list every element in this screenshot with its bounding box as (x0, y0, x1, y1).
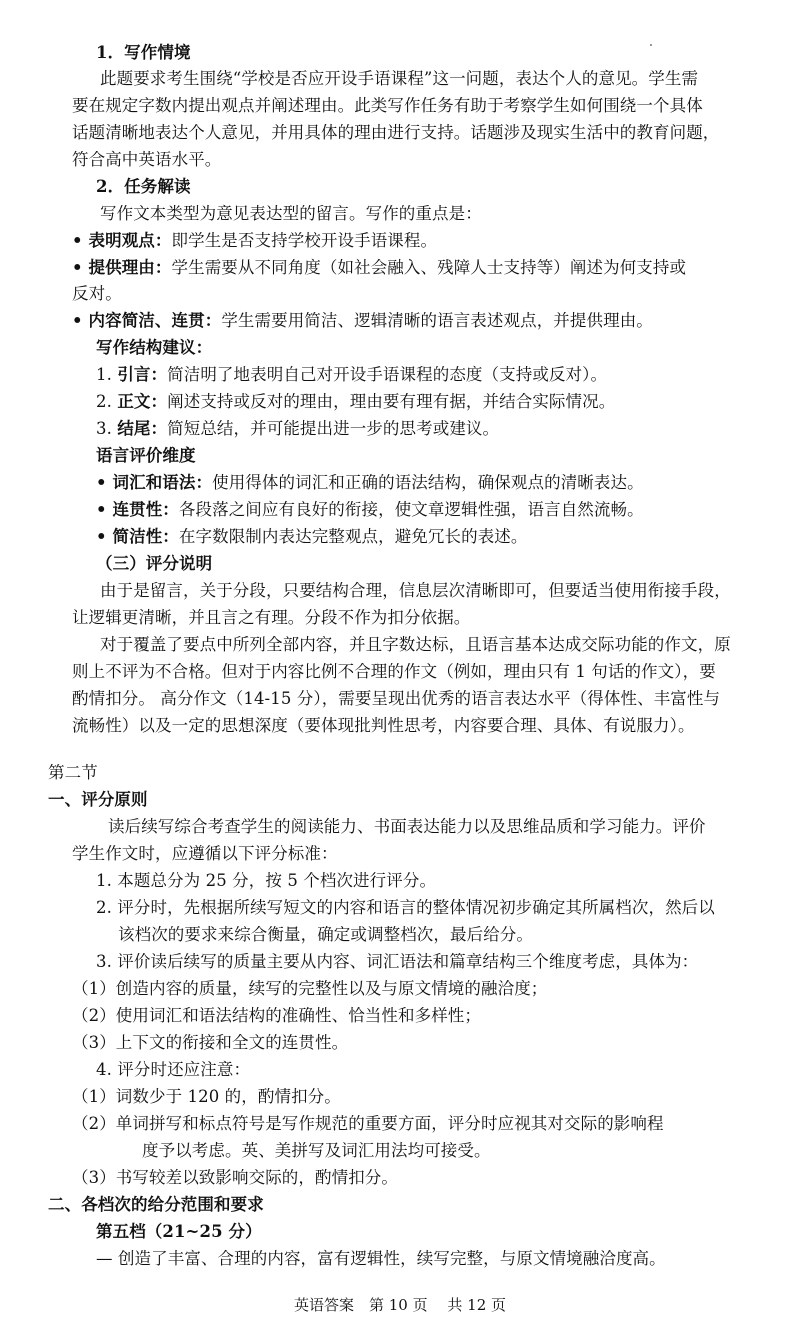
structure-item-2: 2. 正文：阐述支持或反对的理由，理由要有理有据，并结合实际情况。 (96, 392, 616, 411)
scoring-p1-line-1: 由于是留言，关于分段，只要结构合理，信息层次清晰即可，但要适当使用衔接手段， (100, 581, 731, 600)
situation-line-4: 符合高中英语水平。 (72, 150, 222, 169)
scoring-p2-line-4: 流畅性）以及一定的思想深度（要体现批判性思考，内容要合理、具体、有说服力）。 (72, 716, 695, 735)
task-point-1: • 表明观点：即学生是否支持学校开设手语课程。 (72, 228, 437, 254)
heading-scoring: （三）评分说明 (96, 554, 213, 573)
structure-item-1: 1. 引言：简洁明了地表明自己对开设手语课程的态度（支持或反对）。 (96, 365, 608, 384)
level-5-title: 第五档（21~25 分） (96, 1222, 262, 1241)
structure-item-3: 3. 结尾：简短总结，并可能提出进一步的思考或建议。 (96, 419, 500, 438)
rule-4-sub-3: （3）书写较差以致影响交际的，酌情扣分。 (72, 1168, 398, 1187)
rule-4-sub-2-cont: 度予以考虑。英、美拼写及词汇用法均可接受。 (142, 1141, 491, 1160)
rule-3-sub-1: （1）创造内容的质量，续写的完整性以及与原文情境的融洽度； (72, 979, 548, 998)
scan-dot (650, 44, 652, 46)
level-5-item: — 创造了丰富、合理的内容，富有逻辑性，续写完整，与原文情境融洽度高。 (96, 1249, 666, 1268)
situation-line-1: 此题要求考生围绕“学校是否应开设手语课程”这一问题，表达个人的意见。学生需 (100, 69, 699, 88)
language-item-2: • 连贯性：各段落之间应有良好的衔接，使文章逻辑性强，语言自然流畅。 (96, 497, 644, 523)
task-point-3: • 内容简洁、连贯：学生需要用简洁、逻辑清晰的语言表述观点，并提供理由。 (72, 308, 653, 334)
rule-4: 4. 评分时还应注意： (96, 1060, 251, 1079)
rule-3-sub-2: （2）使用词汇和语法结构的准确性、恰当性和多样性； (72, 1006, 481, 1025)
scoring-p2-line-2: 则上不评为不合格。但对于内容比例不合理的作文（例如，理由只有 1 句话的作文），要 (72, 662, 716, 681)
principles-intro-1: 读后续写综合考查学生的阅读能力、书面表达能力以及思维品质和学习能力。评价 (108, 817, 706, 836)
principles-intro-2: 学生作文时，应遵循以下评分标准： (72, 844, 338, 863)
heading-language: 语言评价维度 (96, 446, 196, 465)
scoring-p2-line-3: 酌情扣分。 高分作文（14-15 分），需要呈现出优秀的语言表达水平（得体性、丰富性与 (72, 689, 721, 708)
heading-writing-situation: 1．写作情境 (96, 43, 191, 62)
rule-2: 2. 评分时，先根据所续写短文的内容和语言的整体情况初步确定其所属档次，然后以 (96, 898, 715, 917)
language-item-1: • 词汇和语法：使用得体的词汇和正确的语法结构，确保观点的清晰表达。 (96, 470, 644, 496)
situation-line-2: 要在规定字数内提出观点并阐述理由。此类写作任务有助于考察学生如何围绕一个具体 (72, 96, 703, 115)
heading-principles: 一、评分原则 (48, 790, 148, 809)
heading-levels: 二、各档次的给分范围和要求 (48, 1195, 264, 1214)
rule-2-cont: 该档次的要求来综合衡量，确定或调整档次，最后给分。 (118, 925, 533, 944)
page-footer: 英语答案 第 10 页 共 12 页 (293, 1296, 506, 1314)
task-point-2: • 提供理由：学生需要从不同角度（如社会融入、残障人士支持等）阐述为何支持或 (72, 255, 686, 281)
rule-3: 3. 评价读后续写的质量主要从内容、词汇语法和篇章结构三个维度考虑，具体为： (96, 952, 699, 971)
section-title: 第二节 (48, 763, 98, 782)
rule-3-sub-3: （3）上下文的衔接和全文的连贯性。 (72, 1033, 349, 1052)
rule-4-sub-2: （2）单词拼写和标点符号是写作规范的重要方面，评分时应视其对交际的影响程 (72, 1114, 664, 1133)
task-point-2-cont: 反对。 (72, 284, 122, 303)
heading-task-reading: 2．任务解读 (96, 177, 191, 196)
rule-4-sub-1: （1）词数少于 120 的，酌情扣分。 (72, 1087, 341, 1106)
heading-structure: 写作结构建议： (96, 338, 213, 357)
task-intro: 写作文本类型为意见表达型的留言。写作的重点是： (100, 204, 482, 223)
language-item-3: • 简洁性：在字数限制内表达完整观点，避免冗长的表述。 (96, 524, 528, 550)
situation-line-3: 话题清晰地表达个人意见，并用具体的理由进行支持。话题涉及现实生活中的教育问题， (72, 123, 720, 142)
scoring-p2-line-1: 对于覆盖了要点中所列全部内容，并且字数达标，且语言基本达成交际功能的作文，原 (100, 635, 731, 654)
rule-1: 1. 本题总分为 25 分，按 5 个档次进行评分。 (96, 871, 437, 890)
scoring-p1-line-2: 让逻辑更清晰，并且言之有理。分段不作为扣分依据。 (72, 608, 471, 627)
